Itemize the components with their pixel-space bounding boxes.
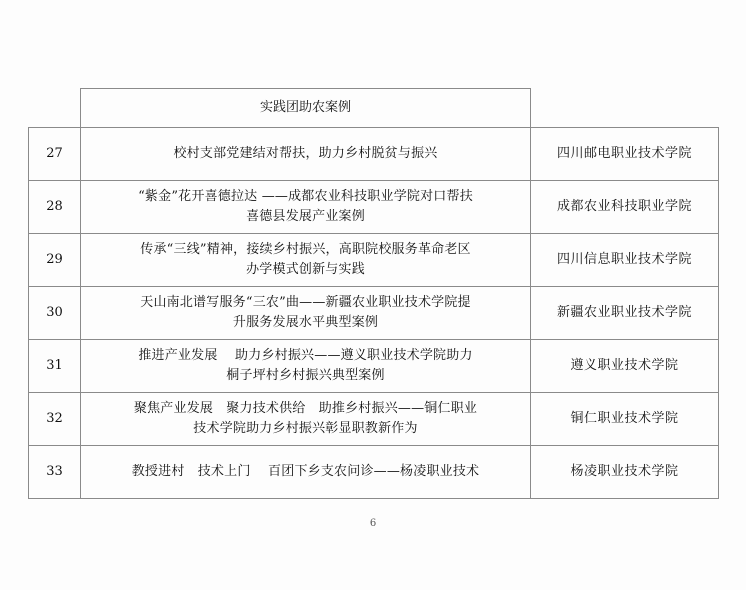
row-title-line: 桐子坪村乡村振兴典型案例 [226, 368, 385, 383]
row-title-line: 传承“三线”精神，接续乡村振兴，高职院校服务革命老区 [140, 241, 471, 257]
row-title [81, 181, 531, 234]
row-title [81, 340, 531, 393]
row-title-line: 校村支部党建结对帮扶，助力乡村脱贫与振兴 [173, 145, 438, 161]
row-number: 30 [29, 287, 81, 340]
row-title-line: 推进产业发展 助力乡村振兴——遵义职业技术学院助力 [138, 347, 473, 363]
row-organization: 杨凌职业技术学院 [531, 446, 719, 499]
row-title-line: “紫金”花开喜德拉达 ——成都农业科技职业学院对口帮扶 [138, 188, 473, 204]
row-title-line: 办学模式创新与实践 [246, 262, 365, 277]
row-number: 33 [29, 446, 81, 499]
header-org-cell [531, 89, 719, 128]
row-organization: 铜仁职业技术学院 [531, 393, 719, 446]
table-row [29, 446, 719, 499]
row-organization: 四川邮电职业技术学院 [531, 128, 719, 181]
row-number: 29 [29, 234, 81, 287]
table-row [29, 128, 719, 181]
row-title-line: 喜德县发展产业案例 [246, 209, 365, 224]
header-title-cell: 实践团助农案例 [81, 89, 531, 128]
page-number: 6 [369, 518, 377, 529]
row-title [81, 287, 531, 340]
table-row [29, 181, 719, 234]
row-title-line: 升服务发展水平典型案例 [232, 315, 379, 330]
table-row [29, 234, 719, 287]
row-organization: 遵义职业技术学院 [531, 340, 719, 393]
row-organization: 成都农业科技职业学院 [531, 181, 719, 234]
row-title [81, 446, 531, 499]
row-title [81, 128, 531, 181]
row-number: 31 [29, 340, 81, 393]
table-row [29, 287, 719, 340]
row-number: 32 [29, 393, 81, 446]
table-row [29, 393, 719, 446]
row-title-line: 聚焦产业发展 聚力技术供给 助推乡村振兴——铜仁职业 [133, 400, 478, 416]
row-title [81, 234, 531, 287]
row-title [81, 393, 531, 446]
header-number-cell [29, 89, 81, 128]
row-title-line: 技术学院助力乡村振兴彰显职教新作为 [193, 421, 418, 436]
table-header-row [29, 89, 719, 128]
row-title-line: 教授进村 技术上门 百团下乡支农问诊——杨凌职业技术 [131, 463, 480, 479]
row-organization: 四川信息职业技术学院 [531, 234, 719, 287]
row-number: 28 [29, 181, 81, 234]
row-title-line: 天山南北谱写服务“三农”曲——新疆农业职业技术学院提 [140, 294, 471, 310]
row-number: 27 [29, 128, 81, 181]
案例-table [28, 88, 719, 499]
table-row [29, 340, 719, 393]
row-organization: 新疆农业职业技术学院 [531, 287, 719, 340]
